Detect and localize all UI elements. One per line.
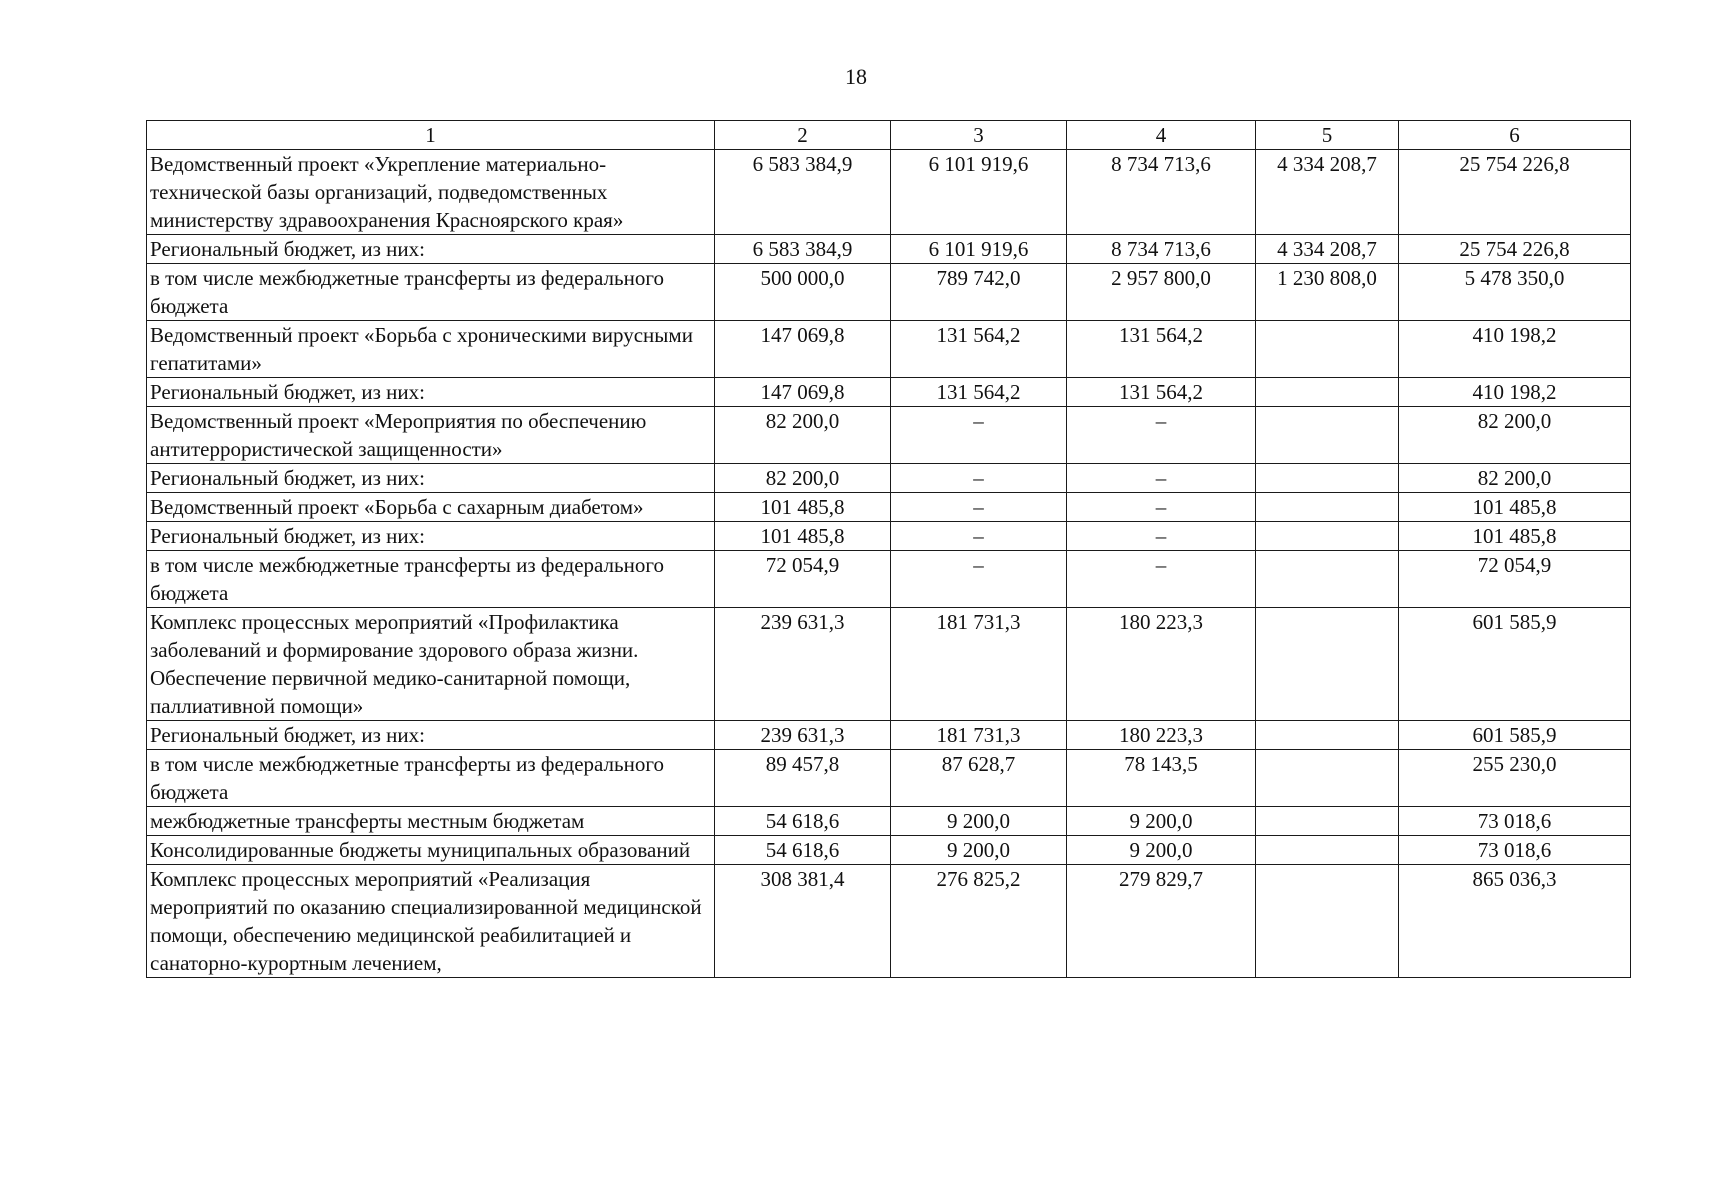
value-cell-c6: 25 754 226,8: [1399, 150, 1631, 235]
value-cell-c2: 82 200,0: [715, 407, 891, 464]
value-cell-c3: –: [891, 522, 1067, 551]
table-row: [147, 865, 1631, 978]
table-row: [147, 750, 1631, 807]
header-cell: 1: [147, 121, 715, 150]
value-cell-c4: 8 734 713,6: [1067, 235, 1256, 264]
value-cell-c3: 181 731,3: [891, 608, 1067, 721]
value-cell-c2: 6 583 384,9: [715, 150, 891, 235]
value-cell-c5: 4 334 208,7: [1256, 150, 1399, 235]
value-cell-c6: 82 200,0: [1399, 407, 1631, 464]
value-cell-c5: [1256, 807, 1399, 836]
value-cell-c5: [1256, 522, 1399, 551]
row-name-cell: в том числе межбюджетные трансферты из федерального бюджета: [147, 750, 715, 807]
value-cell-c2: 72 054,9: [715, 551, 891, 608]
value-cell-c2: 6 583 384,9: [715, 235, 891, 264]
value-cell-c6: 5 478 350,0: [1399, 264, 1631, 321]
value-cell-c4: –: [1067, 551, 1256, 608]
value-cell-c5: [1256, 464, 1399, 493]
value-cell-c4: 9 200,0: [1067, 836, 1256, 865]
row-name-cell: Комплекс процессных мероприятий «Профилактика заболеваний и формирование здорового образа жизни. Обеспечение первичной медико-санитарной помощи, паллиативной помощи»: [147, 608, 715, 721]
row-name-cell: в том числе межбюджетные трансферты из федерального бюджета: [147, 551, 715, 608]
value-cell-c3: 6 101 919,6: [891, 150, 1067, 235]
header-cell: 2: [715, 121, 891, 150]
table-row: [147, 522, 1631, 551]
value-cell-c2: 500 000,0: [715, 264, 891, 321]
value-cell-c5: 1 230 808,0: [1256, 264, 1399, 321]
table-row: [147, 608, 1631, 721]
row-name-cell: Региональный бюджет, из них:: [147, 378, 715, 407]
table-row: [147, 235, 1631, 264]
value-cell-c2: 239 631,3: [715, 721, 891, 750]
table-row: [147, 551, 1631, 608]
value-cell-c3: 789 742,0: [891, 264, 1067, 321]
value-cell-c6: 410 198,2: [1399, 378, 1631, 407]
value-cell-c5: [1256, 721, 1399, 750]
value-cell-c4: –: [1067, 493, 1256, 522]
page-number: 18: [845, 64, 867, 89]
value-cell-c2: 101 485,8: [715, 493, 891, 522]
value-cell-c5: [1256, 750, 1399, 807]
table-row: [147, 807, 1631, 836]
row-name-cell: Ведомственный проект «Укрепление материально-технической базы организаций, подведомственных министерству здравоохранения Красноярского края»: [147, 150, 715, 235]
value-cell-c5: [1256, 407, 1399, 464]
row-name-cell: межбюджетные трансферты местным бюджетам: [147, 807, 715, 836]
value-cell-c3: –: [891, 551, 1067, 608]
value-cell-c4: 2 957 800,0: [1067, 264, 1256, 321]
value-cell-c6: 601 585,9: [1399, 721, 1631, 750]
value-cell-c5: [1256, 836, 1399, 865]
table-row: [147, 464, 1631, 493]
header-cell: 5: [1256, 121, 1399, 150]
row-name-cell: Ведомственный проект «Борьба с хроническими вирусными гепатитами»: [147, 321, 715, 378]
value-cell-c2: 82 200,0: [715, 464, 891, 493]
value-cell-c3: –: [891, 407, 1067, 464]
value-cell-c4: 180 223,3: [1067, 608, 1256, 721]
value-cell-c6: 601 585,9: [1399, 608, 1631, 721]
value-cell-c3: 131 564,2: [891, 321, 1067, 378]
header-cell: 6: [1399, 121, 1631, 150]
value-cell-c2: 89 457,8: [715, 750, 891, 807]
table-row: [147, 407, 1631, 464]
row-name-cell: Региональный бюджет, из них:: [147, 235, 715, 264]
value-cell-c2: 239 631,3: [715, 608, 891, 721]
table-row: [147, 264, 1631, 321]
table-row: [147, 721, 1631, 750]
value-cell-c4: –: [1067, 522, 1256, 551]
table-row: [147, 378, 1631, 407]
budget-table: [146, 120, 1631, 978]
row-name-cell: Региональный бюджет, из них:: [147, 464, 715, 493]
value-cell-c4: 131 564,2: [1067, 321, 1256, 378]
value-cell-c4: 9 200,0: [1067, 807, 1256, 836]
value-cell-c6: 410 198,2: [1399, 321, 1631, 378]
value-cell-c4: 78 143,5: [1067, 750, 1256, 807]
row-name-cell: Региональный бюджет, из них:: [147, 522, 715, 551]
row-name-cell: Ведомственный проект «Мероприятия по обеспечению антитеррористической защищенности»: [147, 407, 715, 464]
value-cell-c4: 279 829,7: [1067, 865, 1256, 978]
table-row: [147, 150, 1631, 235]
value-cell-c3: 131 564,2: [891, 378, 1067, 407]
value-cell-c6: 73 018,6: [1399, 836, 1631, 865]
value-cell-c2: 101 485,8: [715, 522, 891, 551]
value-cell-c3: –: [891, 493, 1067, 522]
row-name-cell: Ведомственный проект «Борьба с сахарным диабетом»: [147, 493, 715, 522]
value-cell-c5: [1256, 551, 1399, 608]
value-cell-c6: 101 485,8: [1399, 493, 1631, 522]
value-cell-c6: 82 200,0: [1399, 464, 1631, 493]
row-name-cell: Региональный бюджет, из них:: [147, 721, 715, 750]
value-cell-c2: 54 618,6: [715, 807, 891, 836]
value-cell-c3: 181 731,3: [891, 721, 1067, 750]
value-cell-c2: 147 069,8: [715, 378, 891, 407]
value-cell-c4: 131 564,2: [1067, 378, 1256, 407]
value-cell-c4: –: [1067, 464, 1256, 493]
value-cell-c3: 276 825,2: [891, 865, 1067, 978]
value-cell-c6: 73 018,6: [1399, 807, 1631, 836]
value-cell-c2: 54 618,6: [715, 836, 891, 865]
table-row: [147, 493, 1631, 522]
value-cell-c5: [1256, 608, 1399, 721]
value-cell-c3: 6 101 919,6: [891, 235, 1067, 264]
value-cell-c6: 72 054,9: [1399, 551, 1631, 608]
row-name-cell: Консолидированные бюджеты муниципальных образований: [147, 836, 715, 865]
value-cell-c6: 101 485,8: [1399, 522, 1631, 551]
value-cell-c3: –: [891, 464, 1067, 493]
value-cell-c2: 308 381,4: [715, 865, 891, 978]
table-row: [147, 836, 1631, 865]
value-cell-c5: 4 334 208,7: [1256, 235, 1399, 264]
value-cell-c6: 25 754 226,8: [1399, 235, 1631, 264]
value-cell-c6: 255 230,0: [1399, 750, 1631, 807]
row-name-cell: в том числе межбюджетные трансферты из федерального бюджета: [147, 264, 715, 321]
value-cell-c6: 865 036,3: [1399, 865, 1631, 978]
value-cell-c4: –: [1067, 407, 1256, 464]
value-cell-c5: [1256, 493, 1399, 522]
value-cell-c4: 8 734 713,6: [1067, 150, 1256, 235]
table-row: [147, 321, 1631, 378]
row-name-cell: Комплекс процессных мероприятий «Реализация мероприятий по оказанию специализированной медицинской помощи, обеспечению медицинской реабилитацией и санаторно-курортным лечением,: [147, 865, 715, 978]
value-cell-c3: 87 628,7: [891, 750, 1067, 807]
value-cell-c5: [1256, 378, 1399, 407]
value-cell-c2: 147 069,8: [715, 321, 891, 378]
value-cell-c3: 9 200,0: [891, 836, 1067, 865]
value-cell-c5: [1256, 865, 1399, 978]
header-cell: 3: [891, 121, 1067, 150]
value-cell-c3: 9 200,0: [891, 807, 1067, 836]
header-cell: 4: [1067, 121, 1256, 150]
value-cell-c4: 180 223,3: [1067, 721, 1256, 750]
header-row: [147, 121, 1631, 150]
value-cell-c5: [1256, 321, 1399, 378]
